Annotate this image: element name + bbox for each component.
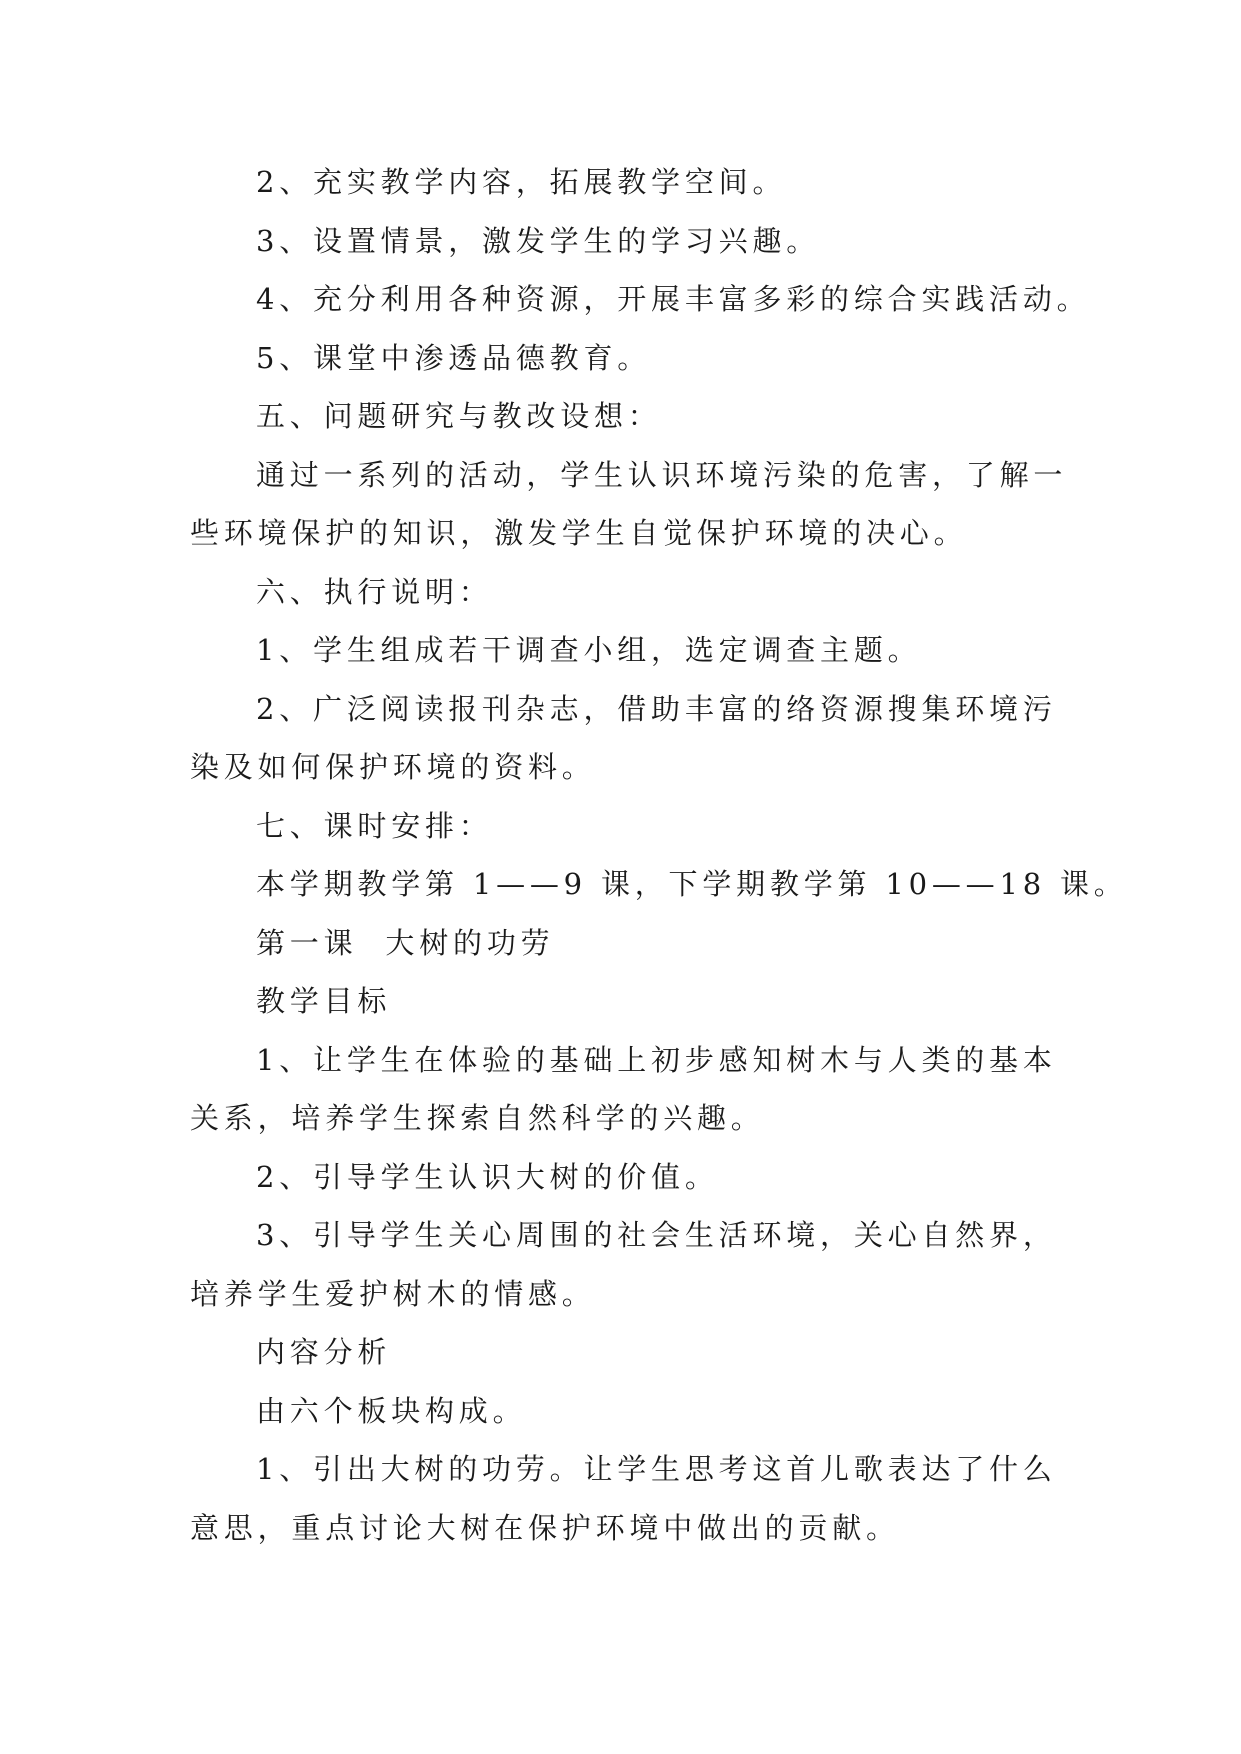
text-line: 2、充实教学内容，拓展教学空间。: [256, 165, 787, 199]
document-body: [190, 153, 1128, 1557]
text-line: 1、让学生在体验的基础上初步感知树木与人类的基本: [256, 1042, 1057, 1077]
section-heading: 五、问题研究与教改设想：: [256, 399, 662, 433]
text-line: 1、引出大树的功劳。让学生思考这首儿歌表达了什么: [256, 1452, 1057, 1486]
section-heading: 六、执行说明：: [256, 574, 493, 609]
text-line: 3、设置情景，激发学生的学习兴趣。: [256, 223, 821, 258]
text-line: 本学期教学第 1——9 课，下学期教学第 10——18 课。: [256, 867, 1128, 901]
lesson-title: 第一课 大树的功劳: [256, 925, 555, 960]
text-line: 2、广泛阅读报刊杂志，借助丰富的络资源搜集环境污: [256, 691, 1057, 726]
text-line: 培养学生爱护树木的情感。: [190, 1276, 596, 1311]
text-line: 通过一系列的活动，学生认识环境污染的危害，了解一: [256, 457, 1068, 492]
text-line: 关系，培养学生探索自然科学的兴趣。: [190, 1101, 765, 1135]
section-heading: 七、课时安排：: [256, 808, 493, 843]
text-line: 1、学生组成若干调查小组，选定调查主题。: [256, 633, 922, 667]
text-line: 3、引导学生关心周围的社会生活环境，关心自然界，: [256, 1218, 1057, 1252]
subsection-heading: 教学目标: [256, 984, 392, 1018]
text-line: 些环境保护的知识，激发学生自觉保护环境的决心。: [190, 516, 968, 550]
text-line: 5、课堂中渗透品德教育。: [256, 340, 652, 375]
text-line: 4、充分利用各种资源，开展丰富多彩的综合实践活动。: [256, 282, 1091, 316]
text-line: 染及如何保护环境的资料。: [190, 750, 596, 784]
text-line: 2、引导学生认识大树的价值。: [256, 1159, 719, 1194]
text-line: 意思，重点讨论大树在保护环境中做出的贡献。: [190, 1510, 900, 1545]
text-line: 由六个板块构成。: [256, 1393, 527, 1428]
subsection-heading: 内容分析: [256, 1335, 392, 1369]
